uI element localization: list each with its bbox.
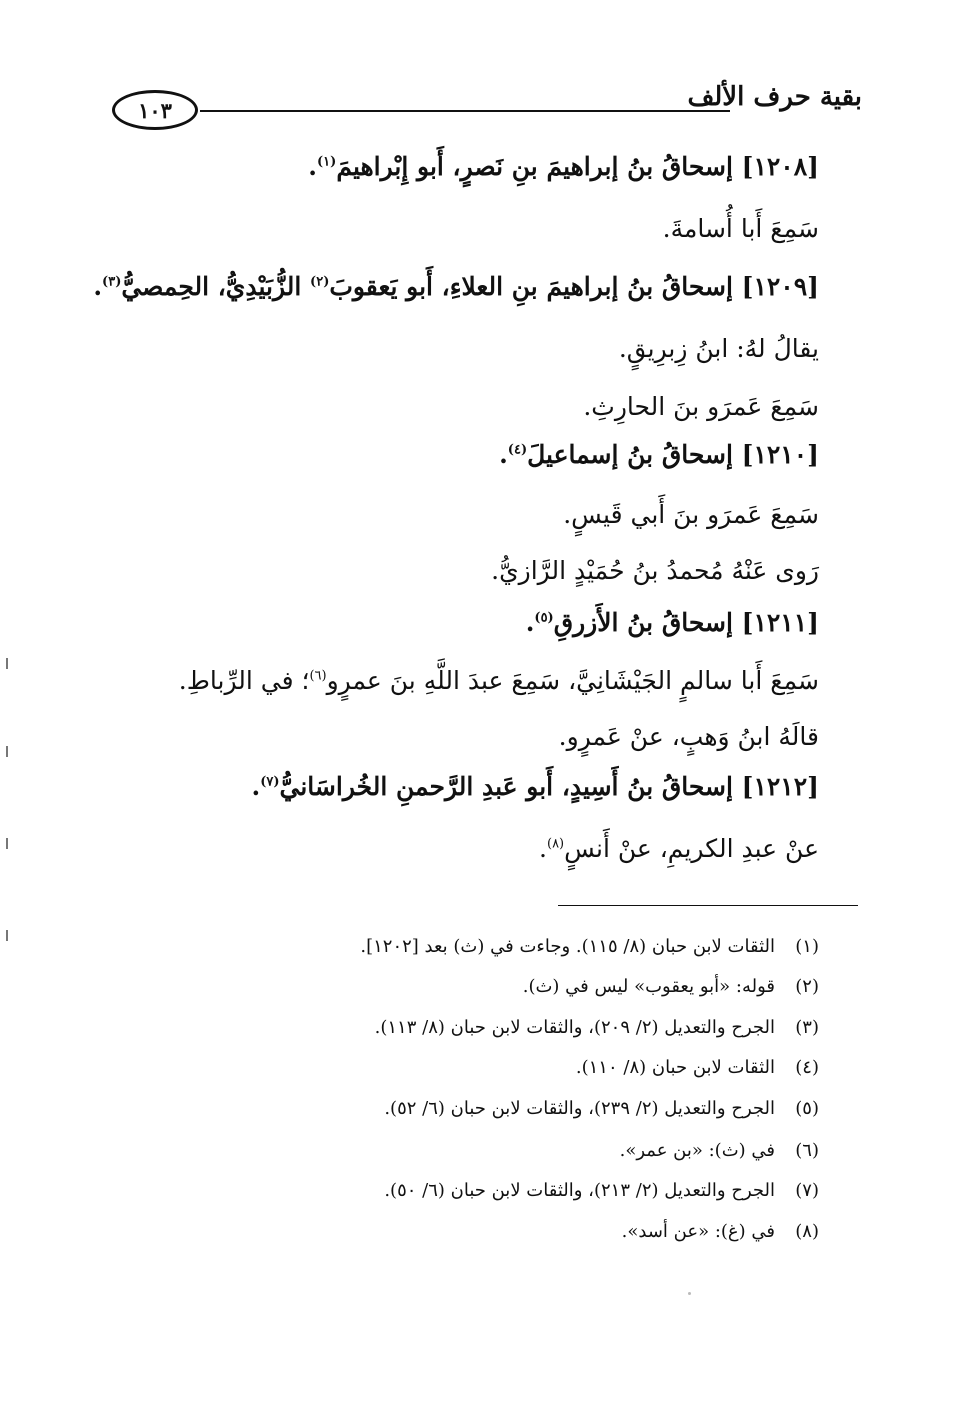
entry-1211 [100, 608, 819, 637]
page-number-oval [112, 90, 198, 130]
footnote-text: الجرح والتعديل (٢/ ٢٠٩)، والثقات لابن حبان (٨/ ١١٣). [374, 1017, 775, 1038]
line-text: قالَهُ ابنُ وَهبٍ، عنْ عَمرٍو. [558, 722, 819, 751]
line-text: سَمِعَ عَمرَو بنَ الحارِثِ. [583, 392, 819, 421]
footnote-ref: (٦) [309, 668, 327, 684]
footnote-number: (٨) [795, 1221, 819, 1242]
footnote-3 [100, 1017, 819, 1047]
footnote-number: (٤) [795, 1057, 819, 1078]
line-text: سَمِعَ أَبا سالمٍ الجَيْشَانِيَّ، سَمِعَ عبدَ اللَّهِ بنَ عمرٍو [326, 666, 819, 695]
line-punct: . [251, 772, 261, 801]
footnote-number: (٧) [795, 1180, 819, 1201]
scan-mark [6, 746, 8, 757]
footnote-text: قوله: «أبو يعقوب» ليس في (ث). [522, 976, 775, 997]
footnote-8 [100, 1221, 819, 1251]
line-text: [١٢٠٨] إسحاقُ بنُ إبراهيمَ بنِ نَصرٍ، أَبو إِبْراهيمَ [336, 152, 819, 181]
text-line [100, 500, 819, 529]
footnote-4 [100, 1057, 819, 1087]
footnote-text: في (غ): «عن أسد». [621, 1221, 775, 1242]
footnote-separator [558, 905, 858, 906]
text-line [100, 392, 819, 421]
footnote-number: (٢) [795, 976, 819, 997]
footnote-number: (٥) [795, 1098, 819, 1119]
line-punct: . [525, 608, 535, 637]
scan-mark [6, 930, 8, 941]
line-punct: . [308, 152, 318, 181]
footnote-ref: (٤) [507, 442, 528, 458]
footnote-ref: (٨) [546, 836, 565, 852]
line-text-continued: ؛ في الرِّباطِ. [178, 666, 310, 695]
footnote-text: في (ث): «بن عمر». [619, 1140, 775, 1161]
footnote-text: الثقات لابن حبان (٨/ ١١٥). وجاءت في (ث) بعد [١٢٠٢]. [360, 936, 775, 957]
running-title: بقية حرف الألف [687, 82, 862, 112]
footnote-ref: (٣) [102, 274, 122, 290]
footnote-2 [100, 976, 819, 1006]
footnote-7 [100, 1180, 819, 1210]
footnote-number: (٣) [795, 1017, 819, 1038]
footnote-ref: (٧) [260, 774, 280, 790]
line-text: [١٢١١] إسحاقُ بنُ الأَزرقِ [553, 608, 819, 637]
footnote-text: الثقات لابن حبان (٨/ ١١٠). [575, 1057, 775, 1078]
text-line [100, 666, 819, 695]
text-line [100, 214, 819, 243]
line-text: عنْ عبدِ الكريمِ، عنْ أَنسٍ [564, 834, 819, 863]
line-punct: . [499, 440, 508, 469]
text-line [100, 722, 819, 751]
line-text-continued: الزُّبَيْدِيُّ، الحِمصيُّ [121, 272, 311, 301]
entry-1208 [100, 152, 819, 181]
footnote-number: (٦) [795, 1140, 819, 1161]
text-line [100, 834, 819, 863]
footnote-ref: (٥) [534, 610, 554, 626]
line-text: يقالُ لهُ: ابنُ زِبرِيقٍ. [618, 334, 819, 363]
line-text: [١٢٠٩] إسحاقُ بنُ إبراهيمَ بنِ العلاءِ، أَبو يَعقوبَ [329, 272, 819, 301]
scan-speck [688, 1292, 691, 1295]
line-punct: . [93, 272, 103, 301]
entry-1209 [93, 272, 819, 301]
line-text: [١٢١٢] إسحاقُ بنُ أَسِيدٍ، أَبو عَبدِ الرَّحمنِ الخُراسَانيُّ [279, 772, 819, 801]
footnote-1 [100, 936, 819, 966]
scan-mark [6, 658, 8, 669]
page-header [112, 82, 862, 132]
footnote-number: (١) [795, 936, 819, 957]
line-text: رَوى عَنْهُ مُحمدُ بنُ حُمَيْدٍ الرَّازيُّ. [491, 556, 819, 585]
line-text: [١٢١٠] إسحاقُ بنُ إسماعيلَ [527, 440, 819, 469]
scan-mark [6, 838, 8, 849]
entry-1210 [100, 440, 819, 469]
text-line [100, 334, 819, 363]
line-text: سَمِعَ أَبا أُسامةَ. [662, 214, 819, 243]
footnote-6 [100, 1140, 819, 1170]
footnote-text: الجرح والتعديل (٢/ ٢٣٩)، والثقات لابن حبان (٦/ ٥٢). [384, 1098, 775, 1119]
page-number: ١٠٣ [138, 97, 172, 123]
text-line [100, 556, 819, 585]
footnote-5 [100, 1098, 819, 1128]
entry-1212 [100, 772, 819, 801]
line-text: سَمِعَ عَمرَو بنَ أَبي قَيسٍ. [563, 500, 819, 529]
footnote-text: الجرح والتعديل (٢/ ٢١٣)، والثقات لابن حبان (٦/ ٥٠). [384, 1180, 775, 1201]
footnote-ref: (٢) [310, 274, 330, 290]
line-punct: . [539, 834, 547, 863]
footnote-ref: (١) [317, 154, 337, 170]
header-rule [200, 110, 730, 112]
